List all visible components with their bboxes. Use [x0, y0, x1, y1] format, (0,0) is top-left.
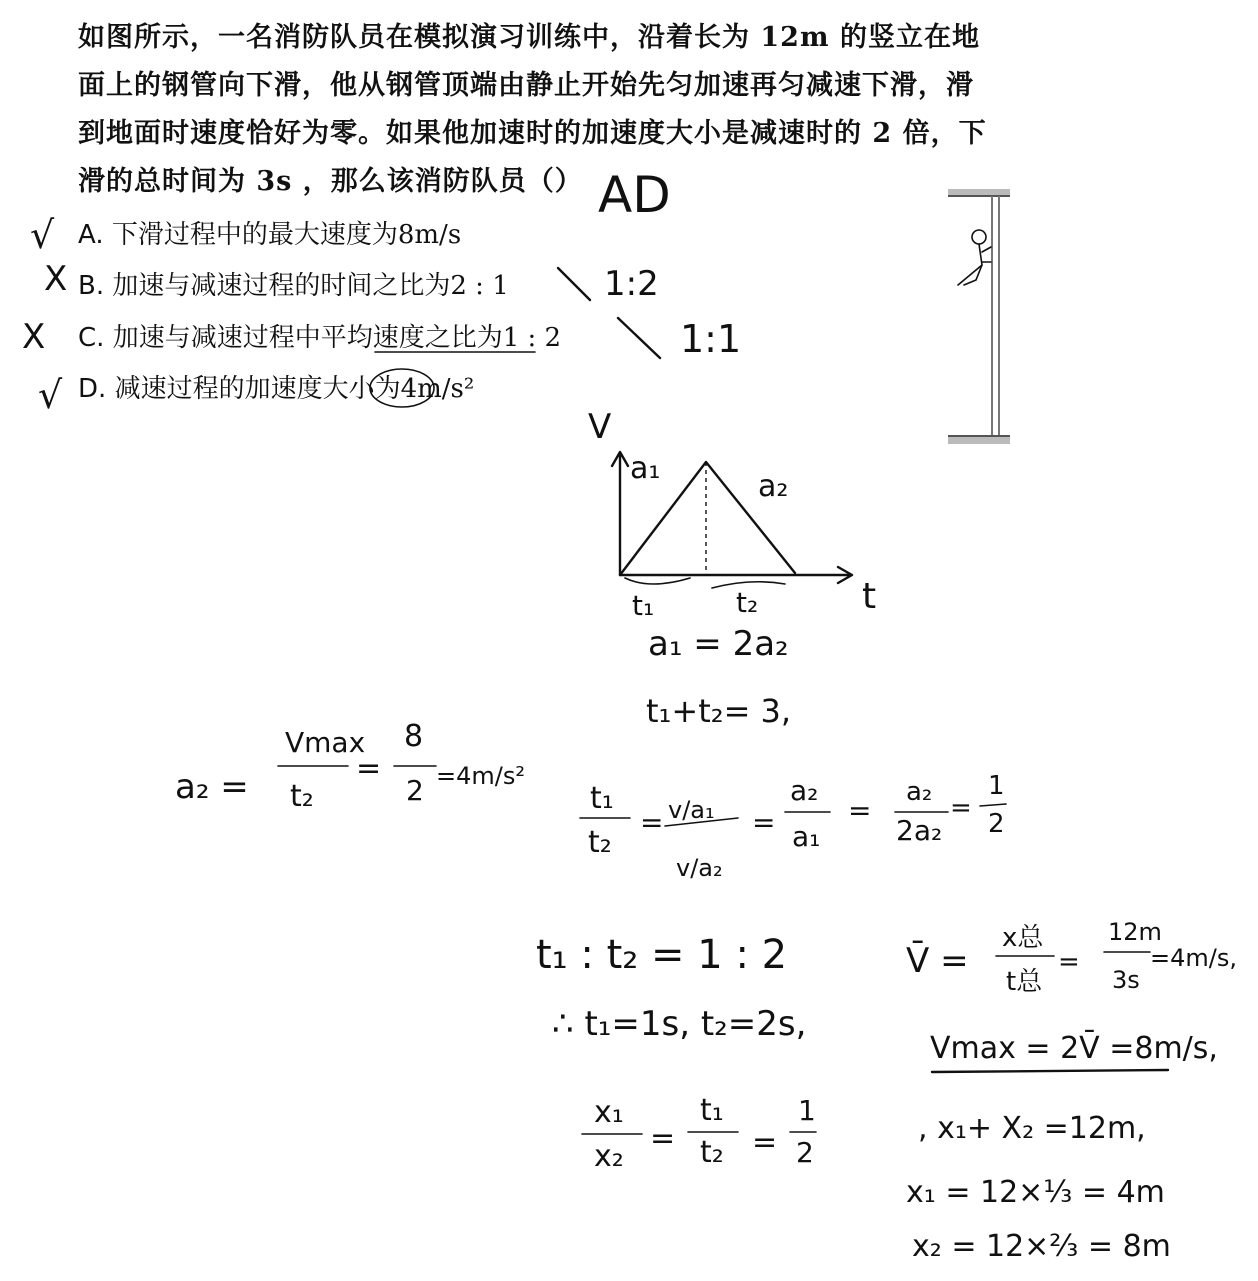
- vbar-den: t总: [1006, 967, 1043, 997]
- tr-num: t₁: [590, 781, 614, 816]
- option-c-text: 加速与减速过程中平均速度之比为1 : 2: [112, 323, 562, 353]
- t2-label: t₂: [736, 586, 759, 619]
- a2-denominator: t₂: [290, 779, 314, 814]
- brace-t1: [625, 578, 690, 584]
- question-line-2: 面上的钢管向下滑，他从钢管顶端由静止开始先匀加速再匀减速下滑，滑: [78, 70, 974, 101]
- option-b-text: 加速与减速过程的时间之比为2 : 1: [112, 271, 509, 301]
- eq-t-sum: t₁+t₂= 3,: [646, 692, 792, 730]
- tr-eq1: =: [640, 806, 664, 839]
- xr-res-den: 2: [796, 1136, 814, 1169]
- question-line-3: 到地面时速度恰好为零。如果他加速时的加速度大小是减速时的 2 倍，下: [78, 118, 987, 149]
- x-sum-line: , x₁+ X₂ =12m,: [918, 1111, 1146, 1146]
- vbar-num: x总: [1002, 923, 1044, 953]
- eq-a1-2a2: a₁ = 2a₂: [648, 624, 789, 664]
- handwritten-answer: AD: [598, 166, 671, 224]
- xr-eq1: =: [650, 1121, 676, 1156]
- vbar-den2: 3s: [1112, 966, 1140, 994]
- tr-eq4: =: [950, 793, 972, 823]
- xr-den2: t₂: [700, 1135, 724, 1170]
- cross-mark-b: X: [44, 259, 68, 299]
- ground-hatch: [948, 437, 1010, 444]
- circle-magnitude: [370, 369, 434, 407]
- question-line-4-text: 滑的总时间为 3s ，那么该消防队员（: [78, 166, 555, 197]
- vbar-eq: =: [1058, 947, 1080, 977]
- a2-lhs: a₂ =: [175, 767, 249, 807]
- tr-a-num: a₂: [790, 774, 819, 807]
- strike-b: [558, 268, 590, 300]
- a2-numerator-2: 8: [404, 719, 424, 754]
- t-axis-label: t: [862, 576, 877, 617]
- average-velocity-computation: [906, 918, 1237, 997]
- tr-eq3: =: [848, 794, 872, 827]
- vmax-underline: [932, 1070, 1168, 1072]
- check-mark-a: √: [30, 213, 55, 257]
- option-d-letter: D.: [78, 374, 107, 404]
- answer-close-paren: ）: [554, 166, 583, 197]
- vt-graph: [588, 407, 876, 622]
- v-axis-label: V: [588, 407, 612, 447]
- t1-label: t₁: [632, 589, 655, 622]
- xr-num2: t₁: [700, 1093, 724, 1128]
- t-ratio-computation: [580, 771, 1006, 882]
- correction-c: 1:1: [680, 317, 742, 361]
- x1-line: x₁ = 12×⅓ = 4m: [906, 1175, 1165, 1210]
- tr-mid-num: v/a₁: [668, 796, 715, 824]
- vmax-line: Vmax = 2V̄ =8m/s,: [930, 1031, 1218, 1066]
- question-line-1: 如图所示，一名消防队员在模拟演习训练中，沿着长为 12m 的竖立在地: [78, 22, 980, 53]
- tr-res-num: 1: [988, 771, 1005, 801]
- tr-mid-den: v/a₂: [676, 854, 723, 882]
- fireman-pole-figure: [948, 189, 1010, 444]
- vbar-num2: 12m: [1108, 918, 1162, 946]
- x-ratio-computation: [582, 1093, 816, 1174]
- vbar-result: =4m/s,: [1150, 944, 1237, 972]
- a2-equals: =: [356, 751, 382, 786]
- a2-result: =4m/s²: [436, 762, 525, 790]
- a1-label: a₁: [630, 451, 661, 486]
- fireman-icon: [958, 230, 991, 285]
- a2-computation: [175, 719, 525, 814]
- t-ratio-line: t₁ : t₂ = 1 : 2: [536, 932, 788, 978]
- tr-res-den: 2: [988, 809, 1005, 839]
- option-a-letter: A.: [78, 220, 104, 250]
- a2-denominator-2: 2: [406, 774, 424, 807]
- check-mark-d: √: [38, 373, 63, 417]
- a2-numerator: Vmax: [285, 726, 366, 759]
- option-d-text: 减速过程的加速度大小为4m/s²: [114, 374, 475, 404]
- xr-res-num: 1: [798, 1094, 816, 1127]
- xr-den: x₂: [594, 1139, 624, 1174]
- tr-eq2: =: [752, 806, 776, 839]
- tr-den: t₂: [588, 825, 612, 860]
- t-axis: [620, 567, 852, 583]
- cross-mark-c: X: [22, 317, 46, 357]
- xr-num: x₁: [594, 1095, 624, 1130]
- option-a-text: 下滑过程中的最大速度为8m/s: [111, 220, 462, 250]
- xr-eq2: =: [752, 1125, 778, 1160]
- option-c-letter: C.: [78, 323, 105, 353]
- option-b-letter: B.: [78, 271, 105, 301]
- tr-a-den: a₁: [792, 820, 821, 853]
- ceiling-hatch: [948, 189, 1010, 196]
- tr-res-bar: [980, 804, 1006, 806]
- strike-c: [618, 318, 660, 358]
- t-values-line: ∴ t₁=1s, t₂=2s,: [552, 1004, 807, 1044]
- vbar-lhs: V̄ =: [906, 941, 969, 981]
- v-axis: [612, 452, 628, 575]
- a2-label: a₂: [758, 469, 789, 504]
- tr-b-den: 2a₂: [896, 814, 943, 847]
- x2-line: x₂ = 12×⅔ = 8m: [912, 1229, 1171, 1264]
- correction-b: 1:2: [604, 264, 659, 304]
- tr-b-num: a₂: [906, 777, 933, 807]
